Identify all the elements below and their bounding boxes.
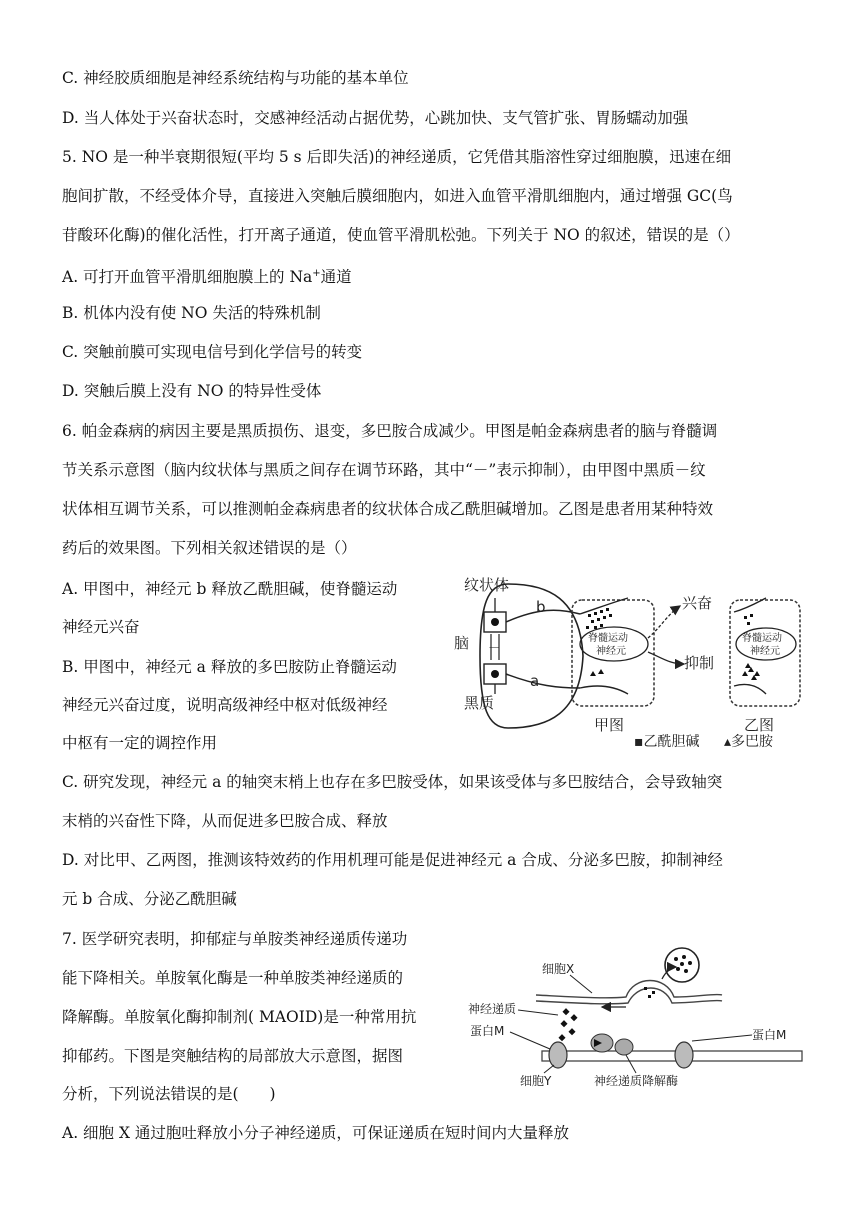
q7-stem-line2: 能下降相关。单胺氧化酶是一种单胺类神经递质的 (62, 969, 404, 987)
yi-caption: 乙图 (744, 716, 775, 734)
q5-option-a-suffix: 通道 (320, 268, 352, 287)
q5-option-c: C. 突触前膜可实现电信号到化学信号的转变 (62, 343, 363, 361)
q7-stem-line1: 7. 医学研究表明，抑郁症与单胺类神经递质传递功 (62, 930, 408, 948)
substantia-label: 黑质 (464, 694, 495, 712)
q6-option-d-line1: D. 对比甲、乙两图，推测该特效药的作用机理可能是促进神经元 a 合成、分泌多巴胺，抑制神经 (62, 851, 723, 869)
q5-stem-line2: 胞间扩散，不经受体介导，直接进入突触后膜细胞内，如进入血管平滑肌细胞内，通过增强 GC(鸟 (62, 187, 733, 205)
q6-stem-line4: 药后的效果图。下列相关叙述错误的是（） (62, 539, 357, 557)
minus-sign: － (488, 641, 501, 655)
brain-label: 脑 (454, 634, 470, 652)
q7-synapse-figure (466, 935, 806, 1091)
cell-x-label: 细胞X (542, 962, 575, 976)
protein-m-right (675, 1042, 693, 1068)
q7-stem-line5: 分析，下列说法错误的是( ) (62, 1085, 276, 1103)
cell-y-label: 细胞Y (520, 1074, 552, 1088)
neuron-a-label: a (530, 672, 540, 690)
jia-spinal-label-2: 神经元 (596, 646, 626, 657)
yi-spinal-label-2: 神经元 (750, 646, 780, 657)
neuron-b-label: b (536, 598, 546, 616)
inhibit-label: 抑制 (684, 654, 715, 672)
q6-option-a-line1: A. 甲图中，神经元 b 释放乙酰胆碱，使脊髓运动 (62, 580, 398, 598)
q5-option-a-superscript: + (312, 268, 321, 279)
yi-spinal-label-1: 脊髓运动 (742, 633, 782, 644)
q6-option-b-line1: B. 甲图中，神经元 a 释放的多巴胺防止脊髓运动 (62, 658, 397, 676)
q6-option-b-line2: 神经元兴奋过度，说明高级神经中枢对低级神经 (62, 696, 388, 714)
q5-option-a (62, 263, 352, 288)
degrading-enzyme-label: 神经递质降解酶 (594, 1074, 679, 1088)
protein-m-left (549, 1042, 567, 1068)
q6-option-d-line2: 元 b 合成、分泌乙酰胆碱 (62, 890, 237, 908)
jia-caption: 甲图 (594, 716, 625, 734)
q5-stem-line3: 苷酸环化酶)的催化活性，打开离子通道，使血管平滑肌松弛。下列关于 NO 的叙述，错误的是（） (62, 226, 740, 244)
neurotransmitter-label: 神经递质 (468, 1002, 517, 1016)
q7-stem-line4: 抑郁药。下图是突触结构的局部放大示意图，据图 (62, 1047, 404, 1065)
q6-option-b-line3: 中枢有一定的调控作用 (62, 734, 218, 752)
q6-figure (448, 568, 818, 750)
q7-option-a: A. 细胞 X 通过胞吐释放小分子神经递质，可保证递质在短时间内大量释放 (62, 1124, 569, 1142)
legend-da: ▴多巴胺 (724, 734, 774, 750)
protein-m-right-label: 蛋白M (752, 1028, 787, 1042)
q5-option-a-text: A. 可打开血管平滑肌细胞膜上的 Na (62, 268, 313, 287)
q6-stem-line1: 6. 帕金森病的病因主要是黑质损伤、退变，多巴胺合成减少。甲图是帕金森病患者的脑与脊髓调 (62, 422, 718, 440)
q6-option-c-line2: 末梢的兴奋性下降，从而促进多巴胺合成、释放 (62, 812, 388, 830)
protein-m-left-label: 蛋白M (470, 1024, 505, 1038)
q5-option-b: B. 机体内没有使 NO 失活的特殊机制 (62, 304, 321, 322)
q6-option-c-line1: C. 研究发现，神经元 a 的轴突末梢上也存在多巴胺受体，如果该受体与多巴胺结合，会导致轴突 (62, 773, 723, 791)
q6-option-a-line2: 神经元兴奋 (62, 618, 140, 636)
q4-option-d: D. 当人体处于兴奋状态时，交感神经活动占据优势，心跳加快、支气管扩张、胃肠蠕动加强 (62, 109, 689, 127)
q5-option-d: D. 突触后膜上没有 NO 的特异性受体 (62, 382, 322, 400)
q4-option-c: C. 神经胶质细胞是神经系统结构与功能的基本单位 (62, 69, 409, 87)
striatum-label: 纹状体 (464, 576, 510, 594)
excite-label: 兴奋 (682, 594, 713, 612)
q5-stem-line1: 5. NO 是一种半衰期很短(平均 5 s 后即失活)的神经递质，它凭借其脂溶性穿过细胞膜，迅速在细 (62, 148, 732, 166)
jia-spinal-label-1: 脊髓运动 (588, 633, 628, 644)
legend-ach: ▪乙酰胆碱 (634, 734, 700, 750)
degrading-enzyme-2 (615, 1039, 633, 1055)
q6-stem-line2: 节关系示意图（脑内纹状体与黑质之间存在调节环路，其中“－”表示抑制），由甲图中黑质－纹 (62, 461, 706, 479)
q6-stem-line3: 状体相互调节关系，可以推测帕金森病患者的纹状体合成乙酰胆碱增加。乙图是患者用某种特效 (62, 500, 714, 518)
postsynaptic-membrane (542, 1051, 802, 1061)
q7-stem-line3: 降解酶。单胺氧化酶抑制剂( MAOID)是一种常用抗 (62, 1008, 417, 1026)
